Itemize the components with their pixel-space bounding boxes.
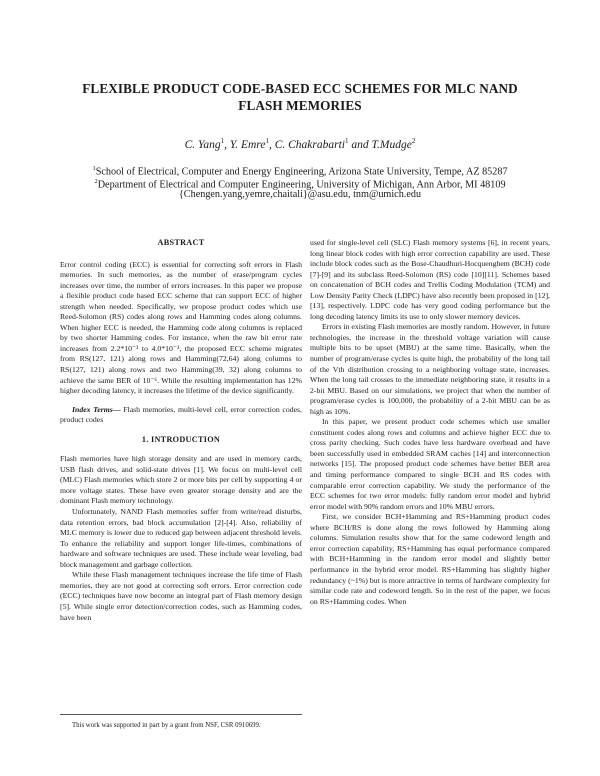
body-paragraph: Errors in existing Flash memories are mostly random. However, in future technologies, the increase in the threshold voltage variation will cause multiple bits to be upset (MBU) at the same time. Basically, when the number of program/erase cycles is quite high, the probability of the long tail of the Vth distribution crossing to a neighboring voltage state, increases. When the long tail crosses to the immediate neighboring state, it results in a 2-bit MBU. Based on our simulations, we project that when the number of program/erase cycles is 100,000, the probability of a 2-bit MBU can be as high as 10%. (310, 322, 550, 416)
affiliation-2: $^2$Department of Electrical and Computer Engineering, University of Michigan, Ann Arbor, MI 48109 (94, 178, 506, 191)
author-affil-mark: 2 (411, 137, 416, 145)
author-name: C. Yang (184, 138, 221, 151)
abstract-text: Error control coding (ECC) is essential for correcting soft errors in Flash memories. In such memories, as the number of erase/program cycles increases over time, the number of errors increases. In this paper we propose a flexible product code based ECC scheme that can support ECC of higher strength when needed. Specifically, we propose product codes which use Reed-Solomon (RS) codes along rows and Hamming codes along columns. When higher ECC is needed, the Hamming code along columns is replaced by two shorter Hamming codes. For instance, when the raw bit error rate increases from 2.2*10⁻³ to 4.0*10⁻³, the proposed ECC scheme migrates from RS(127, 121) along rows and Hamming(72,64) along columns to RS(127, 121) along rows and two Hamming(39, 32) along columns to achieve the same BER of 10⁻⁶. While the resulting implementation has 12% higher decoding latency, it increases the lifetime of the device significantly. (60, 259, 302, 396)
author-name: C. Chakrabarti (274, 138, 346, 151)
author-affil-mark: 1 (220, 137, 225, 145)
author-name: Y. Emre (229, 138, 266, 151)
intro-paragraph: While these Flash management techniques increase the life time of Flash memories, they are not good at correcting soft errors. Error correction code (ECC) techniques have now become an integral part of Flash memory design [5]. While single error detection/correction codes, such as Hamming codes, have been (60, 570, 302, 622)
author-affil-mark: 1 (345, 137, 349, 145)
body-paragraph: In this paper, we present product code schemes which use smaller constituent codes along rows and columns and achieve higher ECC due to cross parity checking. Such codes have less hardware overhead and have been successfully used in embedded SRAM caches [14] and interconnection networks [15]. The proposed product code schemes have better BER area and timing performance compared to single BCH and RS codes with comparable error correction capability. We study the performance of the ECC schemes for two error models: fully random error model and hybrid error model with 90% random errors and 10% MBU errors. (310, 417, 550, 511)
body-paragraph: First, we consider BCH+Hamming and RS+Hamming product codes where BCH/RS is done along the rows followed by Hamming along columns. Simulation results show that for the same codeword length and error correction capability, RS+Hamming has equal performance compared with BCH+Hamming in the random error model and slightly better performance in the hybrid error model. RS+Hamming has slightly higher redundancy (~1%) but is more attractive in terms of hardware complexity for similar code rate and codeword length. So in the rest of the paper, we focus on RS+Hamming codes. When (310, 512, 550, 606)
right-column (310, 238, 550, 607)
author-affil-mark: 1 (265, 137, 269, 145)
index-terms: Index Terms— Flash memories, multi-level cell, error correction codes, product codes (60, 404, 302, 425)
author-emails: {Chengen.yang,yemre,chaitali}@asu.edu, tnm@umich.edu (178, 189, 422, 200)
intro-paragraph: Unfortunately, NAND Flash memories suffer from write/read disturbs, data retention errors, bad block accumulation [2]-[4]. Also, reliability of MLC memory is lower due to reduced gap between adjacent threshold levels. To enhance the reliability and support longer life-times, combinations of hardware and software techniques are used. These include wear leveling, bad block management and garbage collection. (60, 507, 302, 569)
intro-paragraph: Flash memories have high storage density and are used in memory cards, USB flash drives, and solid-state drives [1]. We focus on multi-level cell (MLC) Flash memories which store 2 or more bits per cell by supporting 4 or more voltage states. These have even greater storage density and are the dominant Flash memory technology. (60, 454, 302, 506)
paper-title: FLEXIBLE PRODUCT CODE-BASED ECC SCHEMES FOR MLC NAND FLASH MEMORIES (82, 81, 518, 113)
author-list: C. Yang$^1$, Y. Emre$^1$, C. Chakrabarti$^1$ and T.Mudge$^2$ (184, 137, 416, 151)
author-name: T.Mudge (371, 138, 412, 151)
footnote-divider (60, 714, 302, 715)
body-paragraph: used for single-level cell (SLC) Flash memory systems [6], in recent years, long linear block codes with high error correction capability are used. These include block codes such as the Bose-Chaudhuri-Hocquenghem (BCH) code [7]-[9] and its subclass Reed-Solomon (RS) code [10][11]. Schemes based on concatenation of BCH codes and Trellis Coding Modulation (TCM) and Low Density Parity Check (LDPC) have also recently been proposed in [12], [13], respectively. LDPC code has very good coding performance but the long decoding latency limits its use to only slower memory devices. (310, 238, 550, 321)
footnote: This work was supported in part by a grant from NSF, CSR 0910699. (72, 722, 261, 729)
introduction-heading: 1. INTRODUCTION (141, 434, 221, 444)
left-column (60, 238, 302, 623)
affiliation-1: $^1$School of Electrical, Computer and Energy Engineering, Arizona State University, Tempe, AZ 85287 (92, 165, 508, 178)
abstract-heading: ABSTRACT (157, 238, 205, 247)
